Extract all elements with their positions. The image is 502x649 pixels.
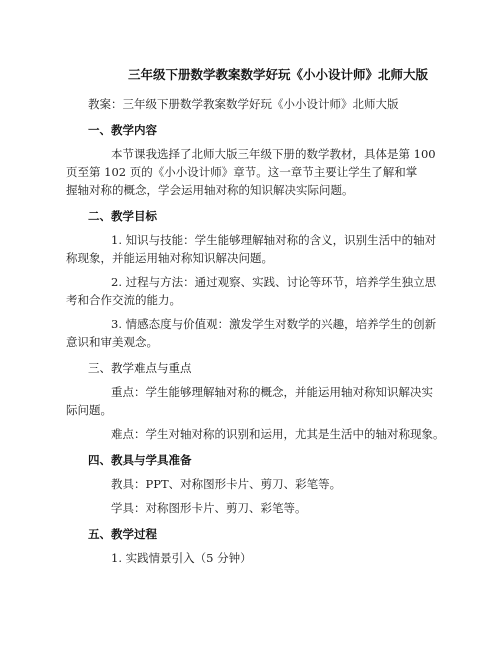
section-heading-objectives: 二、教学目标 <box>88 209 157 223</box>
objective-line: 1. 知识与技能：学生能够理解轴对称的含义，识别生活中的轴对 <box>111 233 437 247</box>
key-point-line: 重点：学生能够理解轴对称的概念，并能运用轴对称知识解决实 <box>111 385 433 399</box>
objective-line: 3. 情感态度与价值观：激发学生对数学的兴趣，培养学生的创新 <box>111 317 437 331</box>
key-point-line: 际问题。 <box>66 403 112 417</box>
objective-line: 意识和审美观念。 <box>66 335 158 349</box>
section-heading-materials: 四、教具与学具准备 <box>88 453 192 467</box>
content-paragraph-line: 本节课我选择了北师大版三年级下册的数学教材，具体是第 100 <box>111 147 436 161</box>
section-heading-content: 一、教学内容 <box>88 123 157 137</box>
student-tools-line: 学具：对称图形卡片、剪刀、彩笔等。 <box>111 501 307 515</box>
document-subtitle: 教案：三年级下册数学教案数学好玩《小小设计师》北师大版 <box>88 97 399 111</box>
objective-line: 称现象，并能运用轴对称知识解决问题。 <box>66 251 273 265</box>
section-heading-process: 五、教学过程 <box>88 527 157 541</box>
content-paragraph-line: 握轴对称的概念，学会运用轴对称的知识解决实际问题。 <box>66 183 354 197</box>
objective-line: 考和合作交流的能力。 <box>66 293 181 307</box>
document-title: 三年级下册数学教案数学好玩《小小设计师》北师大版 <box>127 67 428 82</box>
section-heading-key-points: 三、教学难点与重点 <box>88 361 192 375</box>
difficulty-line: 难点：学生对轴对称的识别和运用，尤其是生活中的轴对称现象。 <box>111 427 445 441</box>
objective-line: 2. 过程与方法：通过观察、实践、讨论等环节，培养学生独立思 <box>111 275 437 289</box>
process-step-line: 1. 实践情景引入（5 分钟） <box>111 551 252 565</box>
teacher-tools-line: 教具：PPT、对称图形卡片、剪刀、彩笔等。 <box>111 477 342 491</box>
content-paragraph-line: 页至第 102 页的《小小设计师》章节。这一章节主要让学生了解和掌 <box>66 165 418 179</box>
